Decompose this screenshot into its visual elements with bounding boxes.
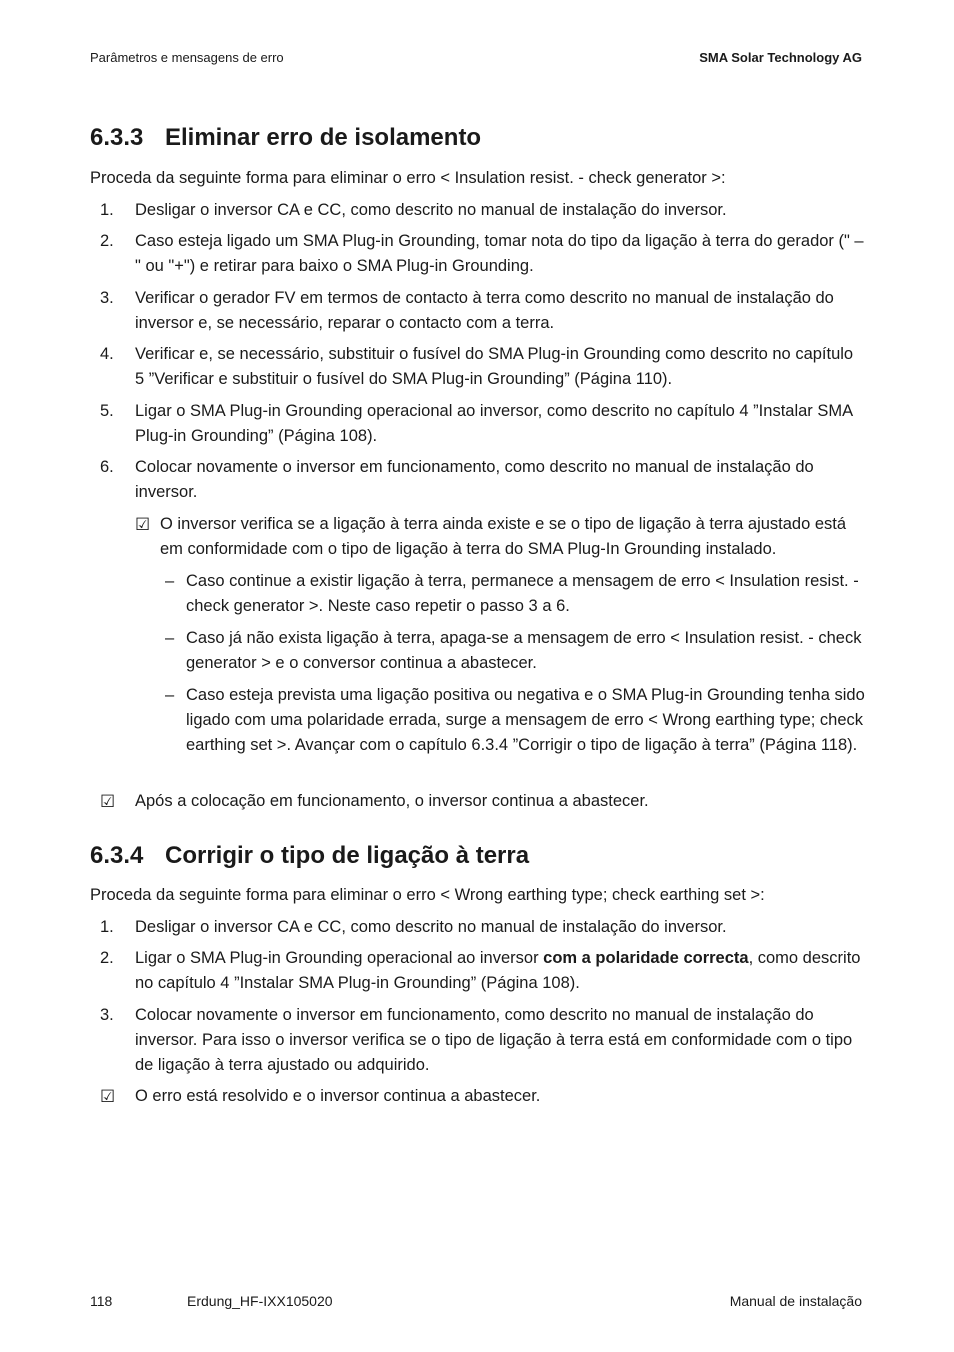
step-3: [90, 1003, 865, 1078]
section1-final-result: [100, 789, 865, 814]
step-4: [90, 342, 865, 392]
step-text: Desligar o inversor CA e CC, como descrito no manual de instalação do inversor.: [135, 918, 727, 936]
step-number: 2.: [100, 949, 114, 967]
step-text: Colocar novamente o inversor em funcionamento, como descrito no manual de instalação do inversor. Para isso o inversor verifica se o tipo de ligação à terra está em conformidade com o tipo de ligação à terra ajustado ou adquirido.: [135, 1006, 853, 1074]
section-number: 6.3.3: [90, 124, 144, 151]
step-text: Verificar o gerador FV em termos de contacto à terra como descrito no manual de instalação do inversor e, se necessário, reparar o contacto com a terra.: [135, 289, 834, 332]
step-number: 3.: [100, 1006, 114, 1024]
step-text: Verificar e, se necessário, substituir o fusível do SMA Plug-in Grounding como descrito no capítulo 5 ”Verificar e substituir o fusível do SMA Plug-in Grounding” (Página 110).: [135, 345, 854, 388]
step-text-after: , como descrito no capítulo 4 ”Instalar SMA Plug-in Grounding” (Página 108).: [135, 949, 861, 992]
step-text: Caso esteja ligado um SMA Plug-in Grounding, tomar nota do tipo da ligação à terra do gerador (" – " ou "+") e retirar para baixo o SMA Plug-in Grounding.: [135, 232, 864, 275]
step-5: [90, 399, 865, 449]
dash-bullet-icon: –: [165, 686, 175, 704]
result-text: O inversor verifica se a ligação à terra ainda existe e se o tipo de ligação à terra ajustado está em conformidade com o tipo de ligação à terra do SMA Plug-In Grounding instalado.: [160, 515, 847, 558]
step-number: 1.: [100, 201, 114, 219]
header-company: SMA Solar Technology AG: [699, 50, 862, 65]
checkbox-checked-icon: ☑: [135, 515, 151, 534]
step-1: [90, 915, 865, 940]
page-number: 118: [90, 1293, 113, 1309]
section-title: Eliminar erro de isolamento: [165, 124, 482, 151]
dash-bullet-icon: –: [165, 629, 175, 647]
header-section-title: Parâmetros e mensagens de erro: [90, 50, 284, 65]
step-number: 1.: [100, 918, 114, 936]
result-text: O erro está resolvido e o inversor continua a abastecer.: [135, 1087, 541, 1105]
step-number: 5.: [100, 402, 114, 420]
step-1: [90, 198, 865, 223]
step-number: 2.: [100, 232, 114, 250]
step-2: [90, 946, 865, 996]
step-text: Colocar novamente o inversor em funcionamento, como descrito no manual de instalação do inversor.: [135, 458, 814, 501]
section2-final-result: [100, 1084, 865, 1109]
case-item-1: [160, 569, 865, 619]
case-item-3: [160, 683, 865, 758]
result-text: Após a colocação em funcionamento, o inversor continua a abastecer.: [135, 792, 649, 810]
section-number: 6.3.4: [90, 842, 144, 869]
section-heading-6-3-3: [90, 124, 481, 152]
step-text-bold: com a polaridade correcta: [543, 949, 749, 967]
step-6: [90, 455, 865, 505]
section-intro: Proceda da seguinte forma para eliminar o erro < Insulation resist. - check generator >:: [90, 169, 726, 187]
section-intro: Proceda da seguinte forma para eliminar o erro < Wrong earthing type; check earthing set >:: [90, 886, 765, 904]
case-text: Caso esteja prevista uma ligação positiva ou negativa e o SMA Plug-in Grounding tenha sido ligado com uma polaridade errada, surge a mensagem de erro < Wrong earthing type; check earthing set >. Avançar com o capítulo 6.3.4 ”Corrigir o tipo de ligação à terra” (Página 118).: [186, 686, 865, 754]
case-text: Caso continue a existir ligação à terra, permanece a mensagem de erro < Insulation resist. - check generator >. Neste caso repetir o passo 3 a 6.: [186, 572, 859, 615]
step-number: 6.: [100, 458, 114, 476]
section-heading-6-3-4: [90, 842, 529, 870]
case-item-2: [160, 626, 865, 676]
step6-result: [135, 512, 865, 562]
step-text: Ligar o SMA Plug-in Grounding operacional ao inversor, como descrito no capítulo 4 ”Instalar SMA Plug-in Grounding” (Página 108).: [135, 402, 853, 445]
document-title: Manual de instalação: [729, 1293, 862, 1309]
case-text: Caso já não exista ligação à terra, apaga-se a mensagem de erro < Insulation resist. - check generator > e o conversor continua a abastecer.: [186, 629, 862, 672]
step-number: 3.: [100, 289, 114, 307]
document-code: Erdung_HF-IXX105020: [187, 1293, 333, 1309]
step-2: [90, 229, 865, 279]
step-number: 4.: [100, 345, 114, 363]
dash-bullet-icon: –: [165, 572, 175, 590]
section-title: Corrigir o tipo de ligação à terra: [165, 842, 530, 869]
step-text: [135, 946, 865, 996]
step-text: Desligar o inversor CA e CC, como descrito no manual de instalação do inversor.: [135, 201, 727, 219]
step-text-before: Ligar o SMA Plug-in Grounding operacional ao inversor: [135, 949, 544, 967]
step-3: [90, 286, 865, 336]
checkbox-checked-icon: ☑: [100, 1087, 116, 1106]
checkbox-checked-icon: ☑: [100, 792, 116, 811]
